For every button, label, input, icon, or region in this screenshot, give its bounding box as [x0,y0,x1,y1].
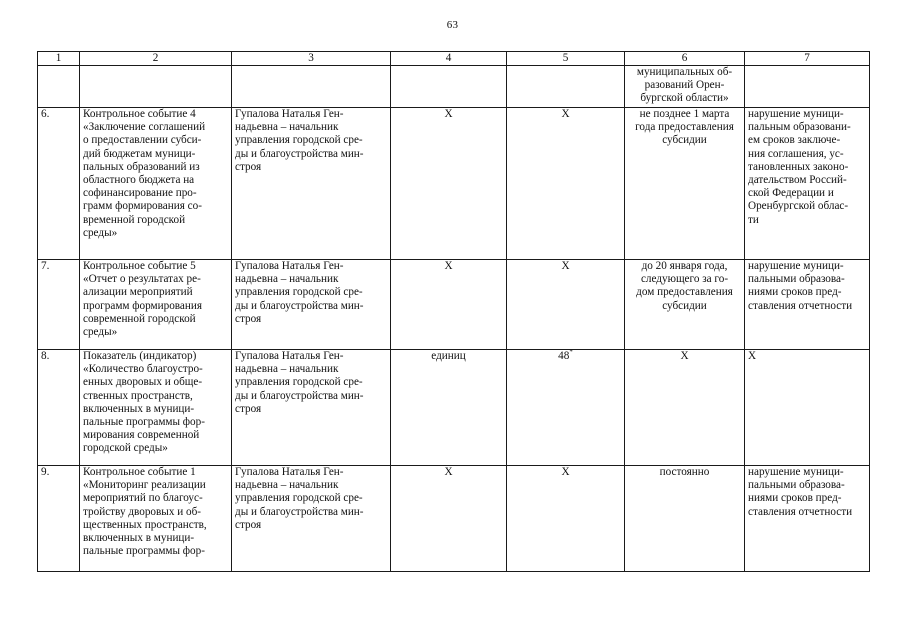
responsible-person: Гупалова Наталья Ген- надьевна – начальник управления городской сре- ды и благоустройства мин- строя [232,260,391,350]
table-row [38,108,870,260]
table-row [38,466,870,572]
value-text: X [561,108,570,120]
value-cell [507,66,625,108]
value-text: X [561,466,570,478]
table-row [38,350,870,466]
deadline-cell: постоянно [625,466,745,572]
column-number: 1 [38,52,80,66]
event-name: Показатель (индикатор) «Количество благоустро- енных дворовых и обще- ственных пространств, включенных в муници- пальные программы фор- мирования современной городской среды» [80,350,232,466]
event-name: Контрольное событие 1 «Мониторинг реализации мероприятий по благоус- тройству дворовых и об- щественных пространств, включенных в муници- пальные программы фор- [80,466,232,572]
row-number: 9. [38,466,80,572]
column-number: 4 [391,52,507,66]
consequence-cell: X [745,350,870,466]
unit-cell: X [391,260,507,350]
table-row [38,260,870,350]
column-number: 5 [507,52,625,66]
value-cell [507,466,625,572]
event-name: Контрольное событие 4 «Заключение соглашений о предоставлении субси- дий бюджетам муници- пальных образований из областного бюджета на софинансирование про- грамм формирования со- временной городской среды» [80,108,232,260]
unit-cell: X [391,108,507,260]
table-row [38,66,870,108]
column-number: 6 [625,52,745,66]
consequence-cell: нарушение муници- пальными образова- ниями сроков пред- ставления отчетности [745,466,870,572]
value-cell [507,108,625,260]
deadline-cell: муниципальных об- разований Орен- бургской области» [625,66,745,108]
column-number: 2 [80,52,232,66]
unit-cell [391,66,507,108]
responsible-person: Гупалова Наталья Ген- надьевна – начальник управления городской сре- ды и благоустройства мин- строя [232,350,391,466]
value-cell [507,350,625,466]
control-events-table [37,51,870,572]
responsible-person: Гупалова Наталья Ген- надьевна – начальник управления городской сре- ды и благоустройства мин- строя [232,108,391,260]
consequence-cell: нарушение муници- пальным образовани- ем сроков заключе- ния соглашения, ус- тановленных законо- дательством Россий- ской Федерации и Оренбургской облас- ти [745,108,870,260]
deadline-cell: до 20 января года, следующего за го- дом предоставления субсидии [625,260,745,350]
responsible-person [232,66,391,108]
value-footnote: * [569,349,573,356]
consequence-cell: нарушение муници- пальными образова- ниями сроков пред- ставления отчетности [745,260,870,350]
deadline-cell: не позднее 1 марта года предоставления субсидии [625,108,745,260]
event-name [80,66,232,108]
value-text: 48 [558,350,570,362]
deadline-cell: X [625,350,745,466]
column-number: 3 [232,52,391,66]
responsible-person: Гупалова Наталья Ген- надьевна – начальник управления городской сре- ды и благоустройства мин- строя [232,466,391,572]
value-cell [507,260,625,350]
value-text: X [561,260,570,272]
row-number: 6. [38,108,80,260]
row-number: 8. [38,350,80,466]
unit-cell: X [391,466,507,572]
page-number: 63 [446,19,459,31]
column-number: 7 [745,52,870,66]
row-number [38,66,80,108]
event-name: Контрольное событие 5 «Отчет о результатах ре- ализации мероприятий программ формирования современной городской среды» [80,260,232,350]
table-header-row [38,52,870,66]
unit-cell: единиц [391,350,507,466]
row-number: 7. [38,260,80,350]
consequence-cell [745,66,870,108]
